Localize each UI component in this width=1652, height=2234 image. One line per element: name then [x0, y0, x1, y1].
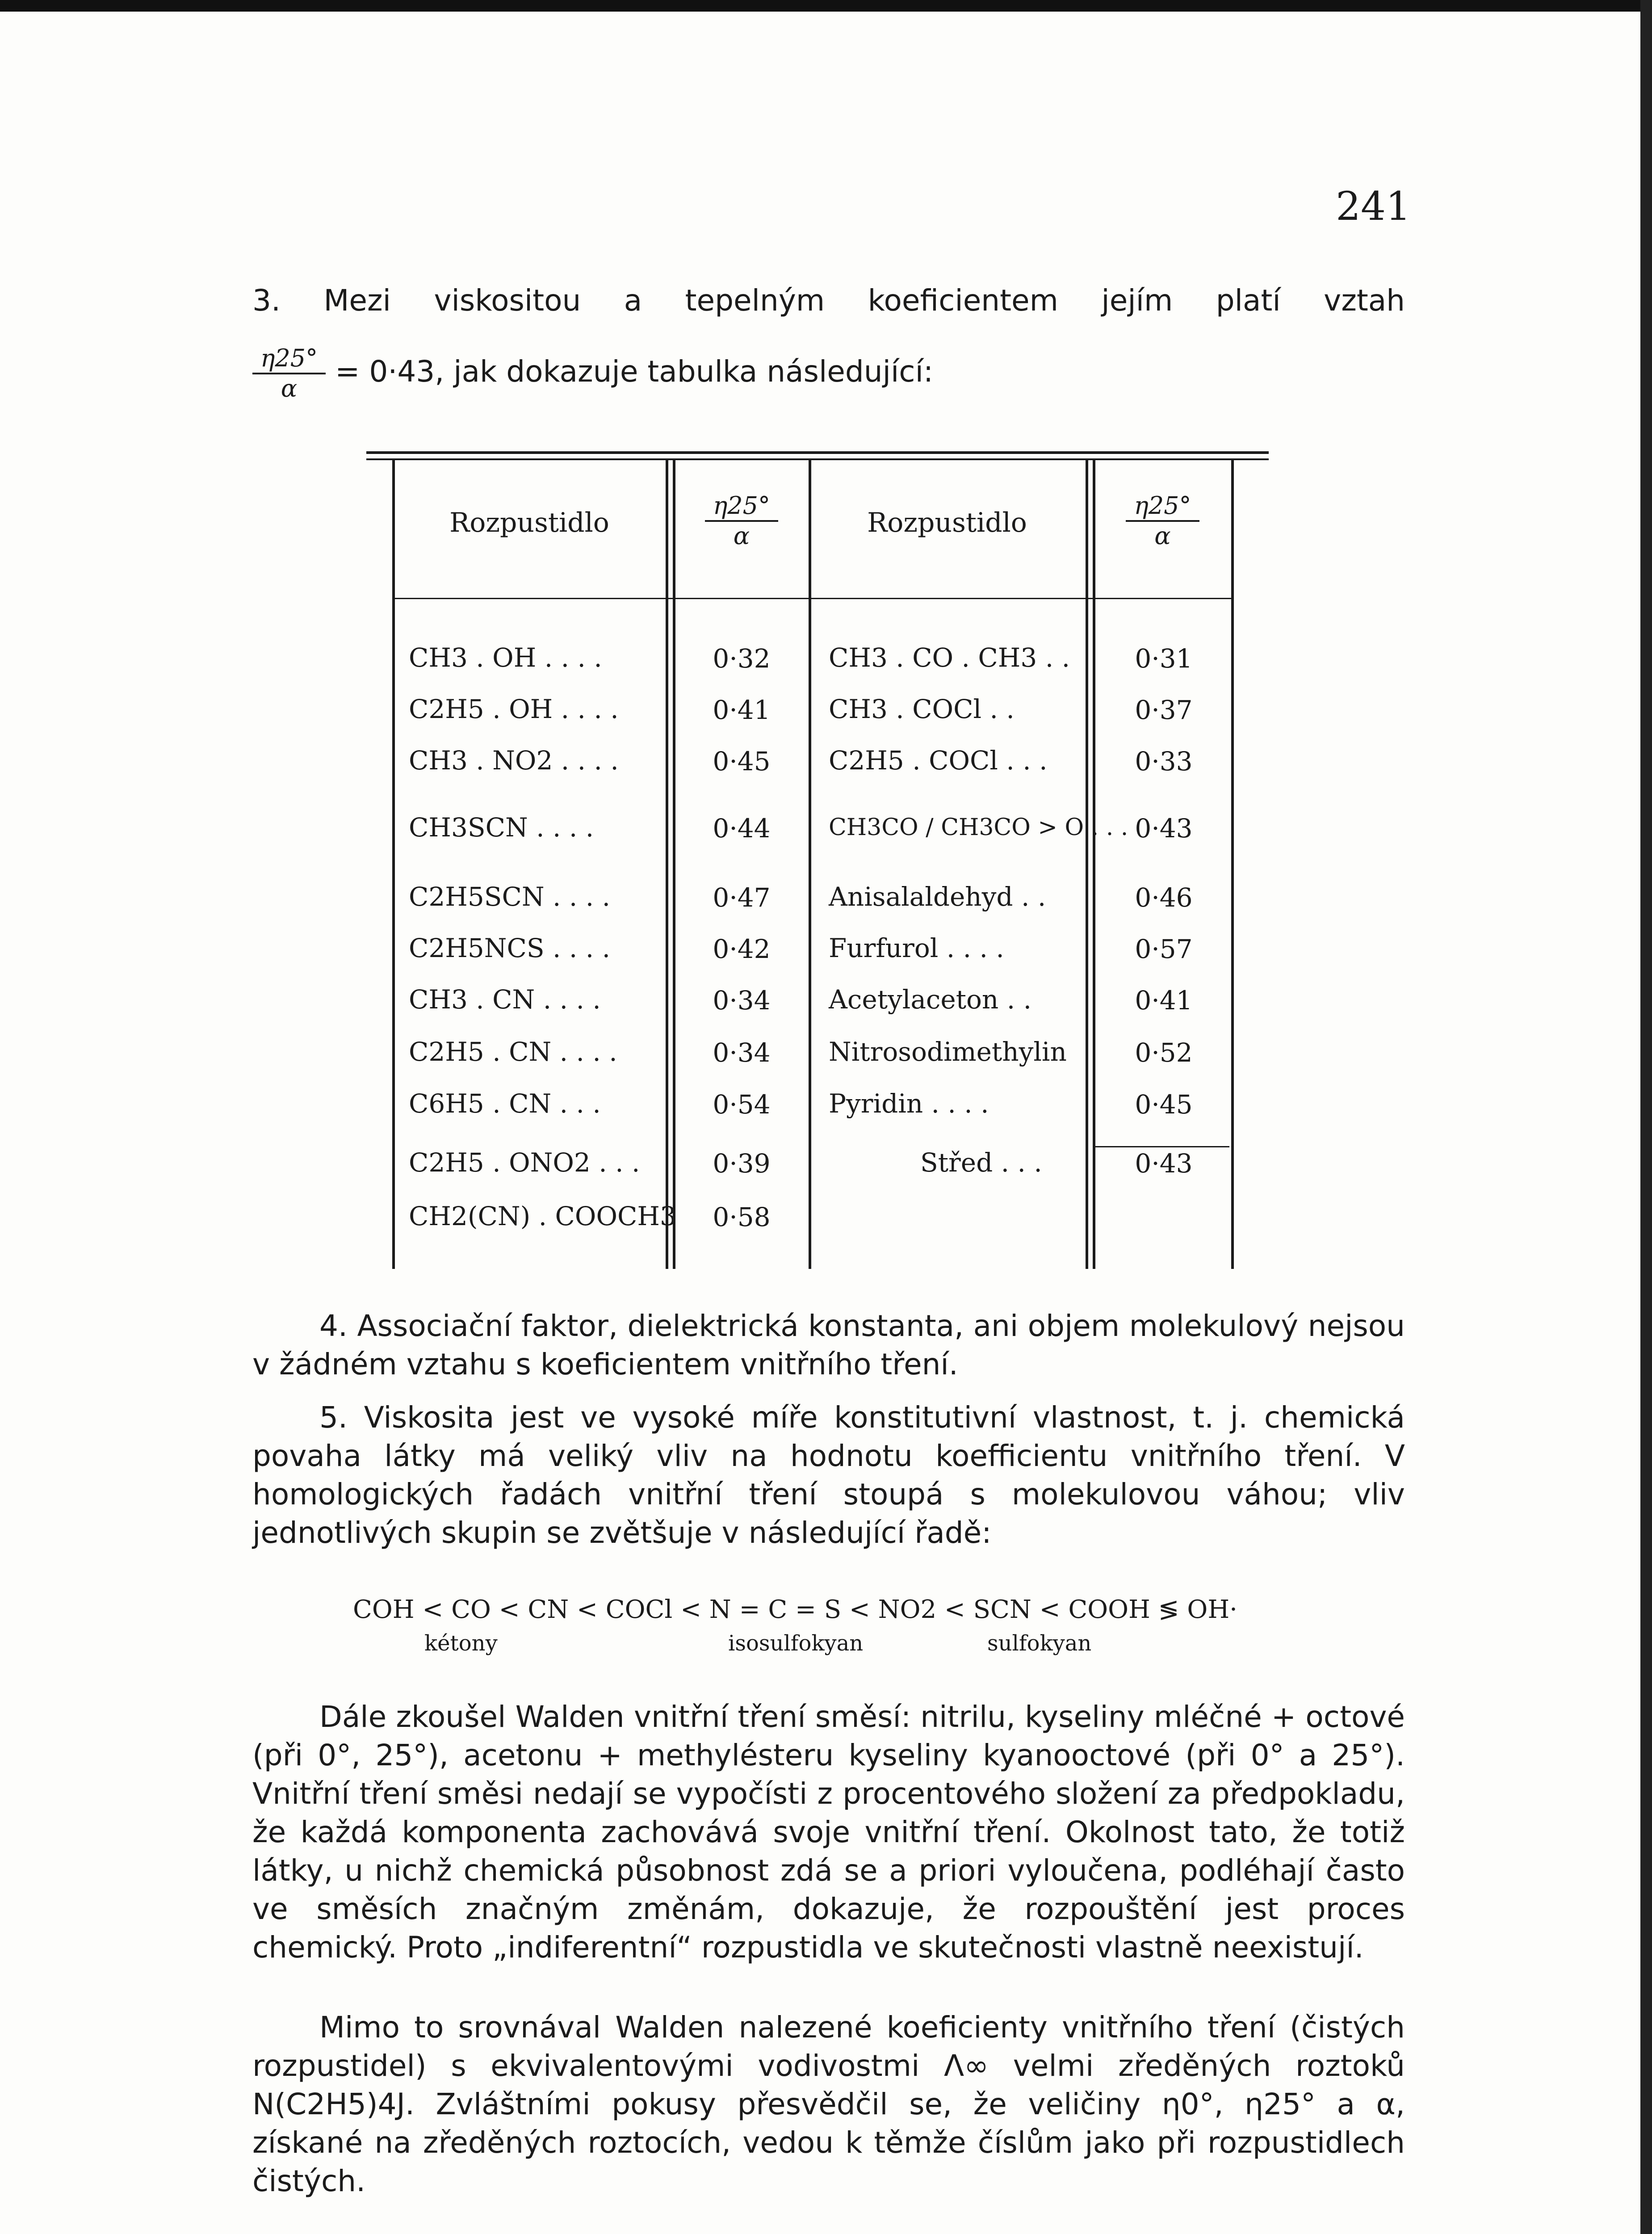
label-sulfocyanide: sulfokyan — [987, 1631, 1092, 1656]
header-ratio-left-den: α — [733, 522, 750, 550]
left-value-11: 0·58 — [713, 1202, 771, 1232]
left-value-10: 0·39 — [713, 1148, 771, 1179]
right-value-8: 0·52 — [1135, 1037, 1193, 1068]
right-solvent-3: C2H5 . COCl . . . — [829, 745, 1048, 776]
right-value-1: 0·31 — [1135, 643, 1193, 674]
right-solvent-1: CH3 . CO . CH3 . . — [829, 642, 1070, 673]
paragraph-5: 5. Viskosita jest ve vysoké míře konstitutivní vlastnost, t. j. chemická povaha látky má veliký vliv na hodnotu koefficientu vnitřního tření. V homologických řadách vnitřní tření stoupá s molekulovou váhou; vliv jednotlivých skupin se zvětšuje v následující řadě: — [252, 1400, 1405, 1550]
table-left-border — [392, 460, 395, 1269]
intro-line-2: = 0·43, jak dokazuje tabulka následující: — [335, 354, 934, 389]
right-solvent-4: CH3CO / CH3CO > O . . . — [829, 814, 1128, 841]
table-header-rule — [393, 598, 1233, 599]
header-solvent-left: Rozpustidlo — [449, 507, 609, 538]
left-solvent-8: C2H5 . CN . . . . — [409, 1037, 617, 1067]
left-value-3: 0·45 — [713, 746, 771, 777]
intro-line-1: 3. Mezi viskositou a tepelným koeficientem jejím platí vztah — [252, 283, 1405, 318]
left-value-7: 0·34 — [713, 985, 771, 1016]
left-solvent-5: C2H5SCN . . . . — [409, 882, 611, 912]
page-number: 241 — [1336, 183, 1411, 229]
series-formula: COH < CO < CN < COCl < N = C = S < NO2 < SCN < COOH ≶ OH· — [353, 1595, 1237, 1624]
right-value-4: 0·43 — [1135, 813, 1193, 844]
paragraph-4: 4. Associační faktor, dielektrická konstanta, ani objem molekulový nejsou v žádném vztahu s koeficientem vnitřního tření. — [252, 1309, 1405, 1382]
paragraph-walden-mixtures: Dále zkoušel Walden vnitřní tření směsí: nitrilu, kyseliny mléčné + octové (při 0°, 25°), acetonu + methylésteru kyseliny kyanooctové (při 0° a 25°). Vnitřní tření směsi nedají se vypočísti z procentového složení za předpokladu, že každá komponenta zachovává svoje vnitřní tření. Okolnost tato, že totiž látky, u nichž chemická působnost zdá se a priori vyloučena, podléhají často ve směsích značným změnám, dokazuje, že rozpouštění jest proces chemický. Proto „indiferentní“ rozpustidla ve skutečnosti vlastně neexistují. — [252, 1700, 1405, 1965]
header-ratio-right — [1097, 491, 1229, 550]
left-value-1: 0·32 — [713, 643, 771, 674]
left-solvent-6: C2H5NCS . . . . — [409, 933, 611, 963]
left-value-6: 0·42 — [713, 934, 771, 964]
left-value-8: 0·34 — [713, 1037, 771, 1068]
right-solvent-9: Pyridin . . . . — [829, 1088, 989, 1119]
intro-ratio-row — [252, 344, 933, 403]
right-solvent-8: Nitrosodimethylin — [829, 1037, 1067, 1067]
scan-border-top — [0, 0, 1652, 12]
table-top-rule-1 — [366, 451, 1269, 454]
right-value-6: 0·57 — [1135, 934, 1193, 964]
label-isosulfocyanide: isosulfokyan — [728, 1631, 864, 1656]
header-ratio-right-den: α — [1154, 522, 1171, 550]
left-solvent-11: CH2(CN) . COOCH3 — [409, 1201, 676, 1231]
mean-value: 0·43 — [1135, 1148, 1193, 1179]
left-solvent-2: C2H5 . OH . . . . — [409, 694, 619, 724]
ratio-denominator: α — [281, 374, 298, 403]
ratio-numerator: η25° — [252, 344, 326, 374]
right-value-5: 0·46 — [1135, 882, 1193, 913]
right-value-2: 0·37 — [1135, 695, 1193, 725]
right-value-9: 0·45 — [1135, 1089, 1193, 1120]
left-solvent-1: CH3 . OH . . . . — [409, 642, 602, 673]
table-right-border — [1231, 460, 1234, 1269]
mean-label: Střed . . . — [920, 1147, 1042, 1178]
left-solvent-3: CH3 . NO2 . . . . — [409, 745, 619, 776]
left-value-5: 0·47 — [713, 882, 771, 913]
left-solvent-7: CH3 . CN . . . . — [409, 984, 601, 1015]
label-ketones: kétony — [424, 1631, 498, 1656]
column-divider-3b — [1093, 460, 1095, 1269]
right-value-3: 0·33 — [1135, 746, 1193, 777]
table-top-rule-2 — [366, 458, 1269, 460]
paragraph-walden-conductivity: Mimo to srovnával Walden nalezené koeficienty vnitřního tření (čistých rozpustidel) s ekvivalentovými vodivostmi Λ∞ velmi zředěných roztoků N(C2H5)4J. Zvláštními pokusy přesvědčil se, že veličiny η0°, η25° a α, získané na zředěných roztocích, vedou k těmže číslům jako při rozpustidlech čistých. — [252, 2010, 1405, 2198]
left-solvent-9: C6H5 . CN . . . — [409, 1088, 601, 1119]
scan-border-right — [1640, 0, 1652, 2234]
mean-rule — [1095, 1146, 1229, 1147]
right-solvent-5: Anisalaldehyd . . — [829, 882, 1046, 912]
left-value-4: 0·44 — [713, 813, 771, 844]
header-ratio-left-frac — [705, 491, 778, 550]
viscosity-ratio-fraction — [252, 344, 326, 403]
right-solvent-7: Acetylaceton . . — [829, 984, 1032, 1015]
column-divider-1b — [673, 460, 675, 1269]
right-solvent-2: CH3 . COCl . . — [829, 694, 1015, 724]
column-divider-2 — [809, 460, 811, 1269]
right-value-7: 0·41 — [1135, 985, 1193, 1016]
right-solvent-6: Furfurol . . . . — [829, 933, 1004, 963]
header-ratio-left — [677, 491, 806, 550]
left-value-2: 0·41 — [713, 695, 771, 725]
header-solvent-right: Rozpustidlo — [867, 507, 1027, 538]
left-value-9: 0·54 — [713, 1089, 771, 1120]
column-divider-3 — [1086, 460, 1088, 1269]
left-solvent-10: C2H5 . ONO2 . . . — [409, 1147, 640, 1178]
left-solvent-4: CH3SCN . . . . — [409, 812, 594, 843]
header-ratio-left-num: η25° — [705, 491, 778, 522]
column-divider-1 — [666, 460, 668, 1269]
header-ratio-right-frac — [1126, 491, 1199, 550]
header-ratio-right-num: η25° — [1126, 491, 1199, 522]
